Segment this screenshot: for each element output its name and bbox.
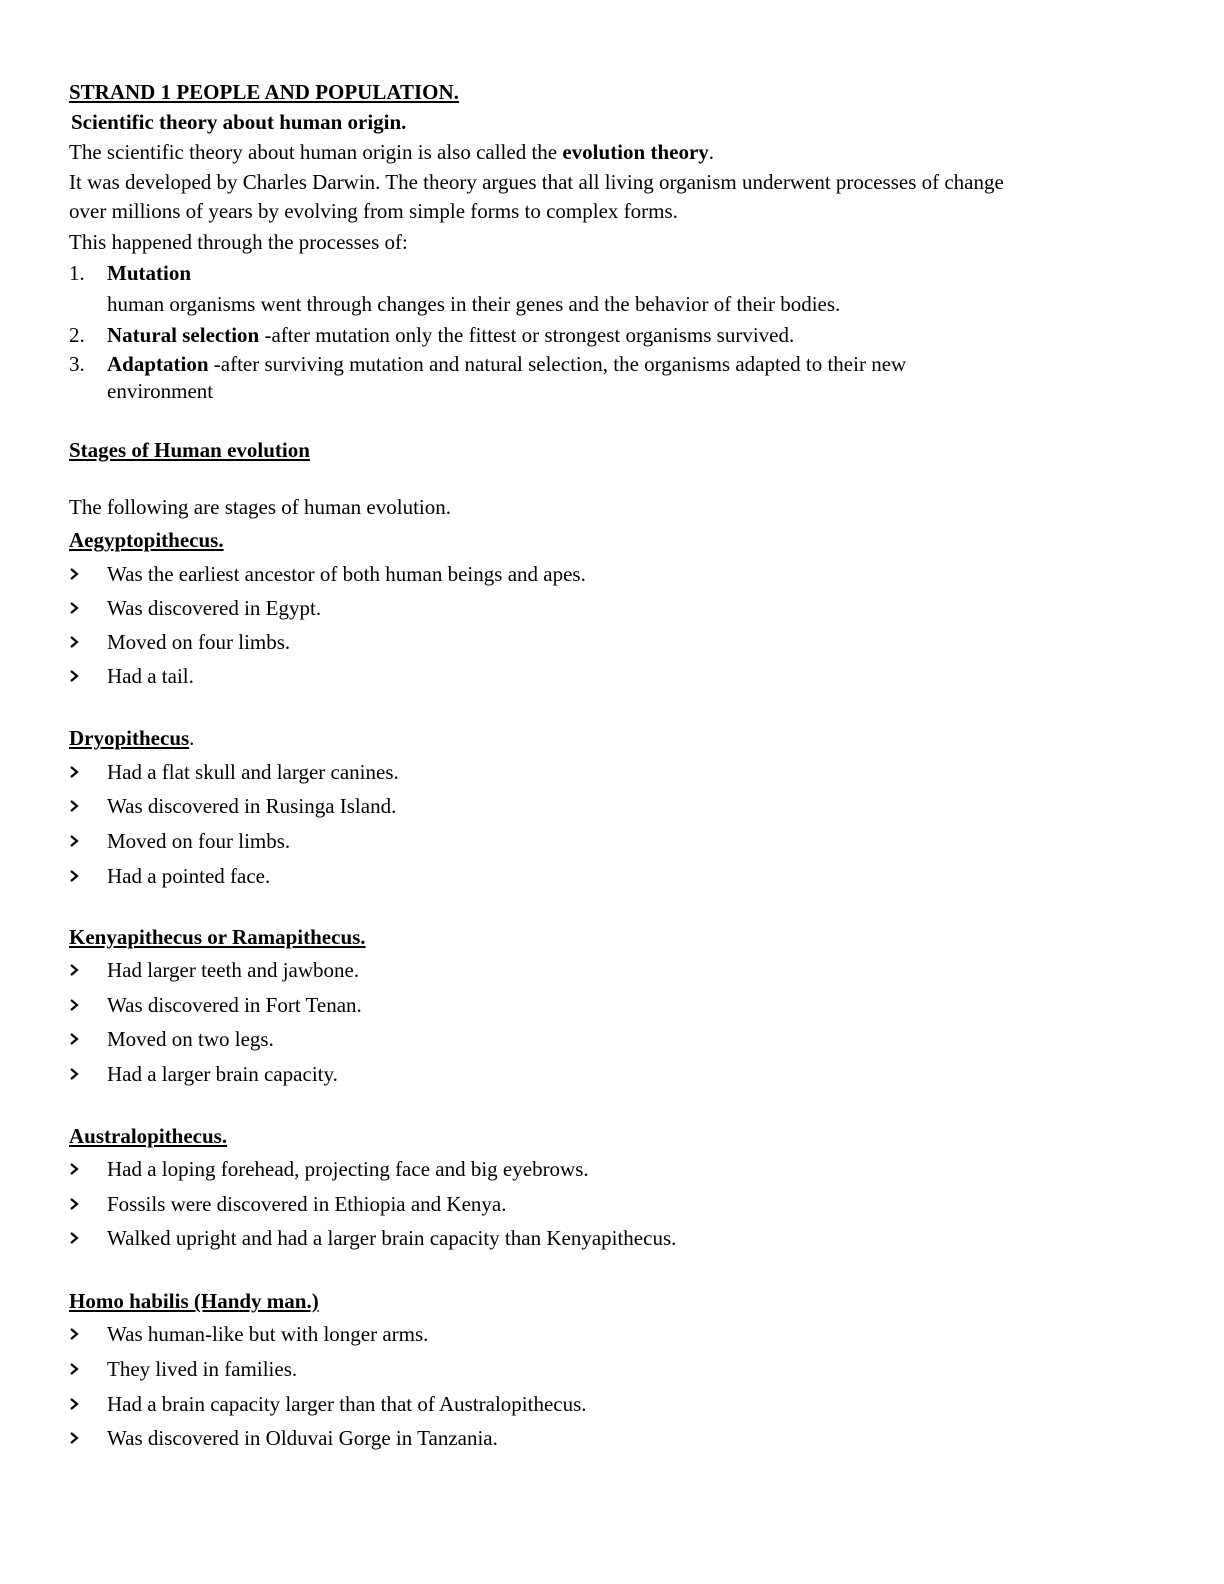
chevron-right-icon (69, 664, 83, 688)
bullet-text: Walked upright and had a larger brain capacity than Kenyapithecus. (107, 1226, 677, 1250)
intro-line-3: over millions of years by evolving from simple forms to complex forms. (69, 199, 678, 223)
intro-text: The scientific theory about human origin is also called the (69, 140, 563, 164)
chevron-right-icon (69, 864, 83, 888)
stage-title-text: Dryopithecus (69, 726, 190, 750)
bullet-text: Had a loping forehead, projecting face and big eyebrows. (107, 1157, 589, 1181)
chevron-right-icon (69, 562, 83, 586)
process-description: -after surviving mutation and natural selection, the organisms adapted to their new (208, 352, 907, 376)
intro-line-1 (69, 140, 714, 164)
chevron-right-icon (69, 958, 83, 982)
chevron-right-icon (69, 1392, 83, 1416)
chevron-right-icon (69, 1322, 83, 1346)
chevron-right-icon (69, 630, 83, 654)
chevron-right-icon (69, 1027, 83, 1051)
bullet-text: Moved on four limbs. (107, 630, 291, 654)
list-item (69, 352, 1149, 376)
stages-intro: The following are stages of human evolution. (69, 495, 451, 519)
bullet-text: Had a brain capacity larger than that of Australopithecus. (107, 1392, 587, 1416)
process-line (107, 352, 906, 376)
chevron-right-icon (69, 794, 83, 818)
bullet-text: Was discovered in Fort Tenan. (107, 993, 362, 1017)
bullet-text: Was discovered in Egypt. (107, 596, 322, 620)
chevron-right-icon (69, 829, 83, 853)
bullet-text: Was human-like but with longer arms. (107, 1322, 429, 1346)
intro-line-4: This happened through the processes of: (69, 230, 408, 254)
chevron-right-icon (69, 1357, 83, 1381)
process-term: Natural selection (107, 323, 260, 347)
bullet-text: Fossils were discovered in Ethiopia and Kenya. (107, 1192, 507, 1216)
stage-title: Aegyptopithecus. (69, 528, 224, 552)
bullet-text: Was discovered in Rusinga Island. (107, 794, 397, 818)
process-term: Adaptation (107, 352, 209, 376)
stage-title: Australopithecus. (69, 1124, 228, 1148)
chevron-right-icon (69, 1426, 83, 1450)
list-number: 1. (69, 261, 85, 285)
chevron-right-icon (69, 1157, 83, 1181)
process-description-cont: environment (107, 379, 214, 403)
chevron-right-icon (69, 1192, 83, 1216)
process-line (107, 323, 794, 347)
list-item (69, 261, 1149, 285)
chevron-right-icon (69, 1062, 83, 1086)
bullet-text: Had a pointed face. (107, 864, 271, 888)
bullet-text: Moved on two legs. (107, 1027, 274, 1051)
list-number: 2. (69, 323, 85, 347)
process-description: -after mutation only the fittest or strongest organisms survived. (259, 323, 795, 347)
list-number: 3. (69, 352, 85, 376)
bullet-text: Moved on four limbs. (107, 829, 291, 853)
bullet-text: Had a larger brain capacity. (107, 1062, 338, 1086)
bullet-text: Had larger teeth and jawbone. (107, 958, 360, 982)
bullet-text: Was discovered in Olduvai Gorge in Tanzania. (107, 1426, 498, 1450)
bullet-text: Was the earliest ancestor of both human beings and apes. (107, 562, 586, 586)
section-subtitle: Scientific theory about human origin. (71, 110, 407, 134)
bullet-text: They lived in families. (107, 1357, 298, 1381)
chevron-right-icon (69, 1226, 83, 1250)
stage-title: Homo habilis (Handy man.) (69, 1289, 319, 1313)
strand-title: STRAND 1 PEOPLE AND POPULATION. (69, 80, 459, 104)
stages-title: Stages of Human evolution (69, 438, 310, 462)
bullet-text: Had a flat skull and larger canines. (107, 760, 399, 784)
chevron-right-icon (69, 760, 83, 784)
list-item (69, 323, 1149, 347)
intro-bold-term: evolution theory (562, 140, 709, 164)
process-term: Mutation (107, 261, 191, 285)
bullet-text: Had a tail. (107, 664, 194, 688)
stage-title: Kenyapithecus or Ramapithecus. (69, 925, 366, 949)
intro-line-2: It was developed by Charles Darwin. The theory argues that all living organism underwent processes of change (69, 170, 1004, 194)
chevron-right-icon (69, 596, 83, 620)
process-description: human organisms went through changes in their genes and the behavior of their bodies. (107, 292, 841, 316)
chevron-right-icon (69, 993, 83, 1017)
intro-punct: . (708, 140, 715, 164)
stage-title (69, 726, 194, 750)
stage-title-punct: . (189, 726, 195, 750)
